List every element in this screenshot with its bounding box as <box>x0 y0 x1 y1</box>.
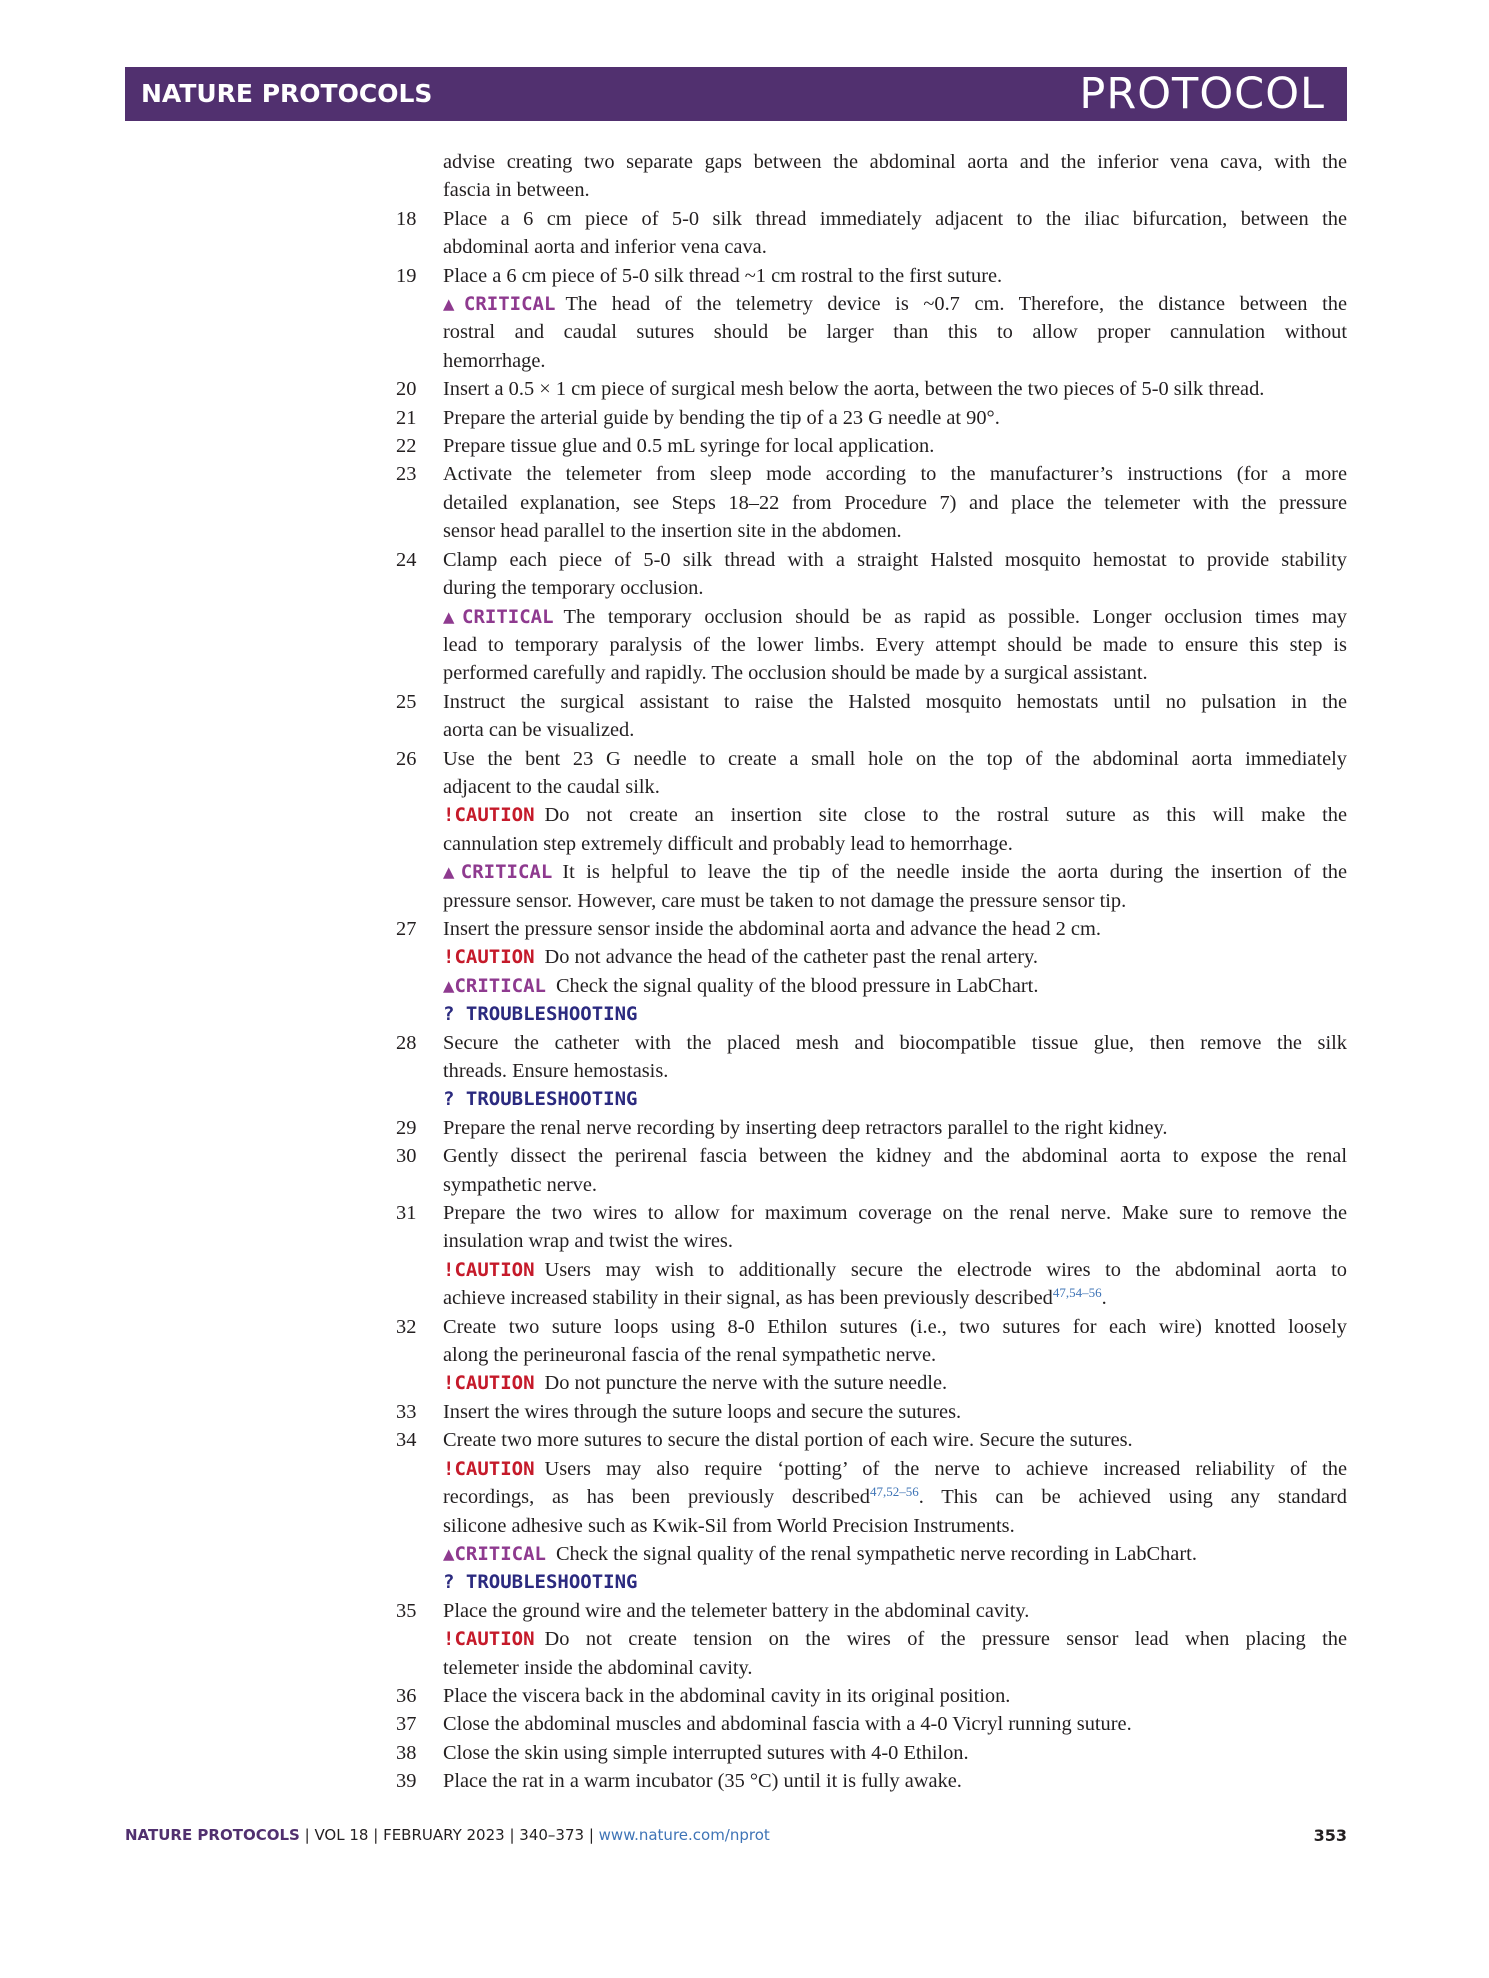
caution-tag: !CAUTION <box>443 1372 535 1395</box>
step-number: 32 <box>396 1315 417 1338</box>
step-number: 27 <box>396 917 417 940</box>
troubleshooting-link[interactable] <box>396 1000 1347 1028</box>
step-number: 33 <box>396 1400 417 1423</box>
critical-tag: ▲CRITICAL <box>443 974 546 997</box>
article-type: PROTOCOL <box>1079 69 1325 119</box>
step-number: 26 <box>396 747 417 770</box>
caution-tag: !CAUTION <box>443 1457 535 1480</box>
step-21: 21 Prepare the arterial guide by bending the tip of a 23 G needle at 90°. <box>396 404 1347 432</box>
step-20: 20 Insert a 0.5 × 1 cm piece of surgical mesh below the aorta, between the two pieces of 5-0 silk thread. <box>396 375 1347 403</box>
caution-tag: !CAUTION <box>443 1628 535 1651</box>
step-number: 31 <box>396 1202 417 1225</box>
footer-date: FEBRUARY 2023 <box>383 1826 505 1844</box>
footer-volume: VOL 18 <box>314 1826 369 1844</box>
caution-note: !CAUTION Do not create tension on the wires of the pressure sensor lead when placing the telemeter inside the abdominal cavity. <box>443 1628 1347 1679</box>
caution-note: !CAUTION Users may wish to additionally secure the electrode wires to the abdominal aorta to achieve increased stability in their signal, as has been previously described$^{47,54-56}$. <box>443 1258 1347 1310</box>
troubleshooting-tag[interactable]: ? TROUBLESHOOTING <box>443 1571 638 1594</box>
footer-url[interactable]: www.nature.com/nprot <box>598 1826 770 1844</box>
troubleshooting-tag[interactable]: ? TROUBLESHOOTING <box>443 1088 638 1111</box>
step-19: 19 Place a 6 cm piece of 5-0 silk thread ~1 cm rostral to the first suture. <box>396 262 1347 290</box>
caution-tag: !CAUTION <box>443 804 535 827</box>
step-number: 21 <box>396 406 417 429</box>
step-39: 39 Place the rat in a warm incubator (35 °C) until it is fully awake. <box>396 1767 1347 1795</box>
step-number: 29 <box>396 1116 417 1139</box>
procedure-steps <box>396 148 1347 1796</box>
caution-note: !CAUTION Users may also require ‘potting’ of the nerve to achieve increased reliability of the recordings, as has been previously described$^{47,52-56}$. This can be achieved using any standard silicone adhesive such as Kwik-Sil from World Precision Instruments. <box>443 1457 1347 1537</box>
critical-tag: ▲CRITICAL <box>443 1542 546 1565</box>
footer-citation: NATURE PROTOCOLS | VOL 18 | FEBRUARY 2023 | 340–373 | www.nature.com/nprot <box>125 1826 770 1844</box>
caution-tag: !CAUTION <box>443 946 535 969</box>
step-35: 35 Place the ground wire and the telemeter battery in the abdominal cavity. <box>396 1597 1347 1625</box>
step-26: 26 Use the bent 23 G needle to create a small hole on the top of the abdominal aorta immediately adjacent to the caudal silk. <box>396 745 1347 802</box>
step-number: 38 <box>396 1741 417 1764</box>
step-number: 18 <box>396 207 417 230</box>
critical-note: ▲CRITICAL Check the signal quality of the blood pressure in LabChart. <box>443 974 1039 997</box>
caution-note: !CAUTION Do not advance the head of the catheter past the renal artery. <box>443 946 1038 969</box>
reference-link[interactable]: 47,54–56 <box>1052 1285 1102 1301</box>
critical-note: ▲CRITICAL Check the signal quality of the renal sympathetic nerve recording in LabChart. <box>443 1542 1197 1565</box>
step-36: 36 Place the viscera back in the abdominal cavity in its original position. <box>396 1682 1347 1710</box>
troubleshooting-link[interactable] <box>396 1085 1347 1113</box>
critical-note: ▲CRITICAL The temporary occlusion should be as rapid as possible. Longer occlusion times may lead to temporary paralysis of the lower limbs. Every attempt should be made to ensure this step is performed carefully and rapidly. The occlusion should be made by a surgical assistant. <box>443 605 1347 685</box>
step-18: 18 Place a 6 cm piece of 5-0 silk thread immediately adjacent to the iliac bifurcation, between the abdominal aorta and inferior vena cava. <box>396 205 1347 262</box>
critical-tag: ▲CRITICAL <box>443 293 556 316</box>
step-34: 34 Create two more sutures to secure the distal portion of each wire. Secure the sutures. <box>396 1426 1347 1454</box>
reference-link[interactable]: 47,52–56 <box>870 1484 919 1500</box>
step-33: 33 Insert the wires through the suture loops and secure the sutures. <box>396 1398 1347 1426</box>
step-number: 23 <box>396 463 417 486</box>
step-37: 37 Close the abdominal muscles and abdominal fascia with a 4-0 Vicryl running suture. <box>396 1710 1347 1738</box>
step-27: 27 Insert the pressure sensor inside the abdominal aorta and advance the head 2 cm. <box>396 915 1347 943</box>
step-30: 30 Gently dissect the perirenal fascia between the kidney and the abdominal aorta to expose the renal sympathetic nerve. <box>396 1142 1347 1199</box>
step-23: 23 Activate the telemeter from sleep mode according to the manufacturer’s instructions (for a more detailed explanation, see Steps 18–22 from Procedure 7) and place the telemeter with the pressure sensor head parallel to the insertion site in the abdomen. <box>396 460 1347 545</box>
step-number: 25 <box>396 690 417 713</box>
step-32: 32 Create two suture loops using 8-0 Ethilon sutures (i.e., two sutures for each wire) knotted loosely along the perineuronal fascia of the renal sympathetic nerve. <box>396 1313 1347 1370</box>
step-31: 31 Prepare the two wires to allow for maximum coverage on the renal nerve. Make sure to remove the insulation wrap and twist the wires. <box>396 1199 1347 1256</box>
troubleshooting-link[interactable] <box>396 1568 1347 1596</box>
step-number: 36 <box>396 1684 417 1707</box>
step-number: 19 <box>396 264 417 287</box>
critical-note: ▲CRITICAL It is helpful to leave the tip of the needle inside the aorta during the insertion of the pressure sensor. However, care must be taken to not damage the pressure sensor tip. <box>443 861 1348 912</box>
step-number: 20 <box>396 378 417 401</box>
critical-tag: ▲CRITICAL <box>443 605 554 628</box>
caution-note: !CAUTION Do not puncture the nerve with the suture needle. <box>443 1372 948 1395</box>
step-number: 22 <box>396 435 417 458</box>
step-number: 39 <box>396 1770 417 1793</box>
page-number: 353 <box>1313 1826 1347 1845</box>
step-number: 35 <box>396 1599 417 1622</box>
page-footer <box>125 1826 1347 1850</box>
footer-journal: NATURE PROTOCOLS <box>125 1826 300 1844</box>
footer-pages: 340–373 <box>519 1826 585 1844</box>
step-28: 28 Secure the catheter with the placed mesh and biocompatible tissue glue, then remove the silk threads. Ensure hemostasis. <box>396 1029 1347 1086</box>
critical-note: ▲CRITICAL The head of the telemetry device is ~0.7 cm. Therefore, the distance between the rostral and caudal sutures should be larger than this to allow proper cannulation without hemorrhage. <box>443 293 1347 372</box>
step-number: 28 <box>396 1031 417 1054</box>
running-header-bar <box>125 67 1347 121</box>
step-22: 22 Prepare tissue glue and 0.5 mL syringe for local application. <box>396 432 1347 460</box>
step-24: 24 Clamp each piece of 5-0 silk thread with a straight Halsted mosquito hemostat to provide stability during the temporary occlusion. <box>396 546 1347 603</box>
step-29: 29 Prepare the renal nerve recording by inserting deep retractors parallel to the right kidney. <box>396 1114 1347 1142</box>
step-25: 25 Instruct the surgical assistant to raise the Halsted mosquito hemostats until no pulsation in the aorta can be visualized. <box>396 688 1347 745</box>
critical-tag: ▲CRITICAL <box>443 861 553 884</box>
step-number: 34 <box>396 1429 417 1452</box>
step-number: 37 <box>396 1713 417 1736</box>
step-number: 30 <box>396 1145 417 1168</box>
step-38: 38 Close the skin using simple interrupted sutures with 4-0 Ethilon. <box>396 1739 1347 1767</box>
journal-name: NATURE PROTOCOLS <box>141 79 433 108</box>
continued-text: advise creating two separate gaps between the abdominal aorta and the inferior vena cava, with the fascia in between. <box>443 151 1347 202</box>
caution-note: !CAUTION Do not create an insertion site close to the rostral suture as this will make the cannulation step extremely difficult and probably lead to hemorrhage. <box>443 804 1347 855</box>
caution-tag: !CAUTION <box>443 1258 535 1281</box>
troubleshooting-tag[interactable]: ? TROUBLESHOOTING <box>443 1003 638 1026</box>
step-number: 24 <box>396 548 417 571</box>
